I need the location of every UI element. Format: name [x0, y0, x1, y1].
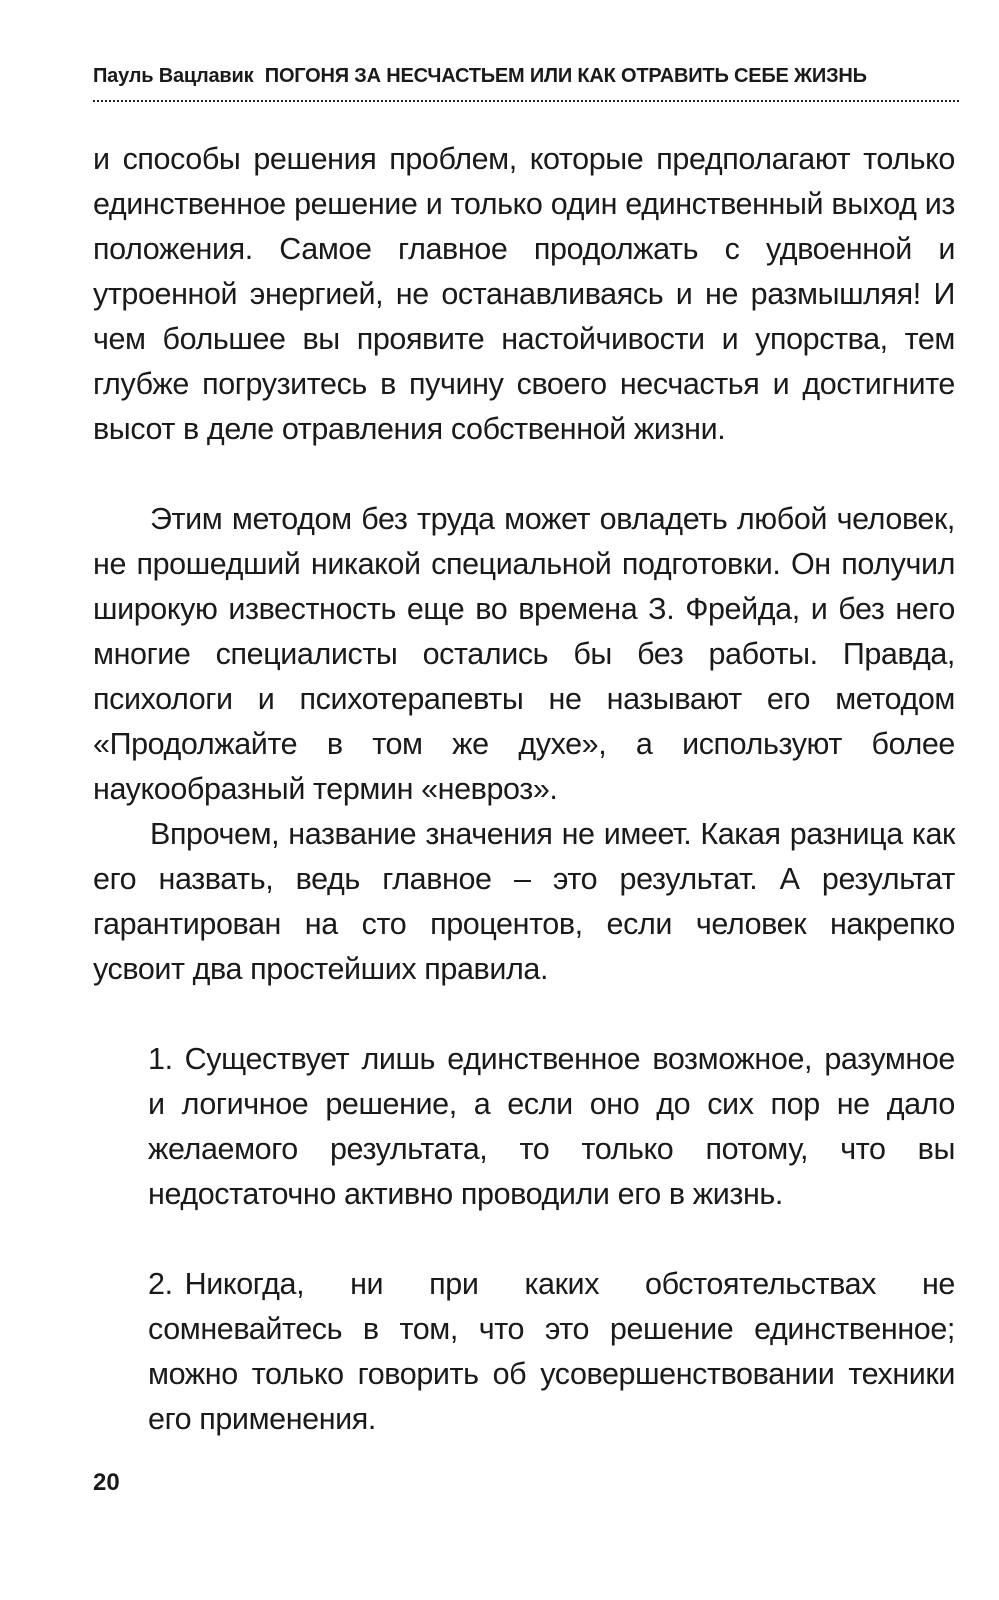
- page-number: 20: [93, 1469, 120, 1496]
- rule-text: Существует лишь единственное возможное, разумное и логичное решение, а если оно до сих пор не дало желаемого результата, то только потому, что вы недостаточно активно проводили его в жизнь.: [148, 1042, 955, 1211]
- rule-number: 2.: [148, 1267, 173, 1301]
- paragraph: Впрочем, название значения не имеет. Какая разница как его назвать, ведь главное – это результат. А результат гарантирован на сто процентов, если человек накрепко усвоит два простейших правила.: [93, 817, 955, 986]
- header-dotted-rule: [93, 100, 959, 102]
- header-author: Пауль Вацлавик: [93, 65, 254, 87]
- paragraph-continued: и способы решения проблем, которые предполагают только единственное решение и только один единственный выход из положения. Самое главное продолжать с удвоенной и утроенной энергией, не останавливаясь и не размышляя! И чем большее вы проявите настойчивости и упорства, тем глубже погрузитесь в пучину своего несчастья и достигните высот в деле отравления собственной жизни.: [93, 142, 955, 446]
- paragraph: Этим методом без труда может овладеть любой человек, не прошедший никакой специальной подготовки. Он получил широкую известность еще во времена З. Фрейда, и без него многие специалисты остались бы без работы. Правда, психологи и психотерапевты не называют его методом «Продолжайте в том же духе», а используют более наукообразный термин «невроз».: [93, 502, 955, 806]
- rule-text: Никогда, ни при каких обстоятельствах не сомневайтесь в том, что это решение единственное; можно только говорить об усовершенствовании техники его применения.: [148, 1267, 955, 1436]
- rule-item: [148, 1037, 955, 1217]
- header-book-title: ПОГОНЯ ЗА НЕСЧАСТЬЕМ ИЛИ КАК ОТРАВИТЬ СЕБЕ ЖИЗНЬ: [264, 65, 867, 87]
- rule-number: 1.: [148, 1042, 173, 1076]
- running-header: [93, 62, 963, 90]
- rule-item: [148, 1262, 955, 1442]
- rules-list: [93, 1037, 955, 1442]
- main-text: [93, 137, 955, 1487]
